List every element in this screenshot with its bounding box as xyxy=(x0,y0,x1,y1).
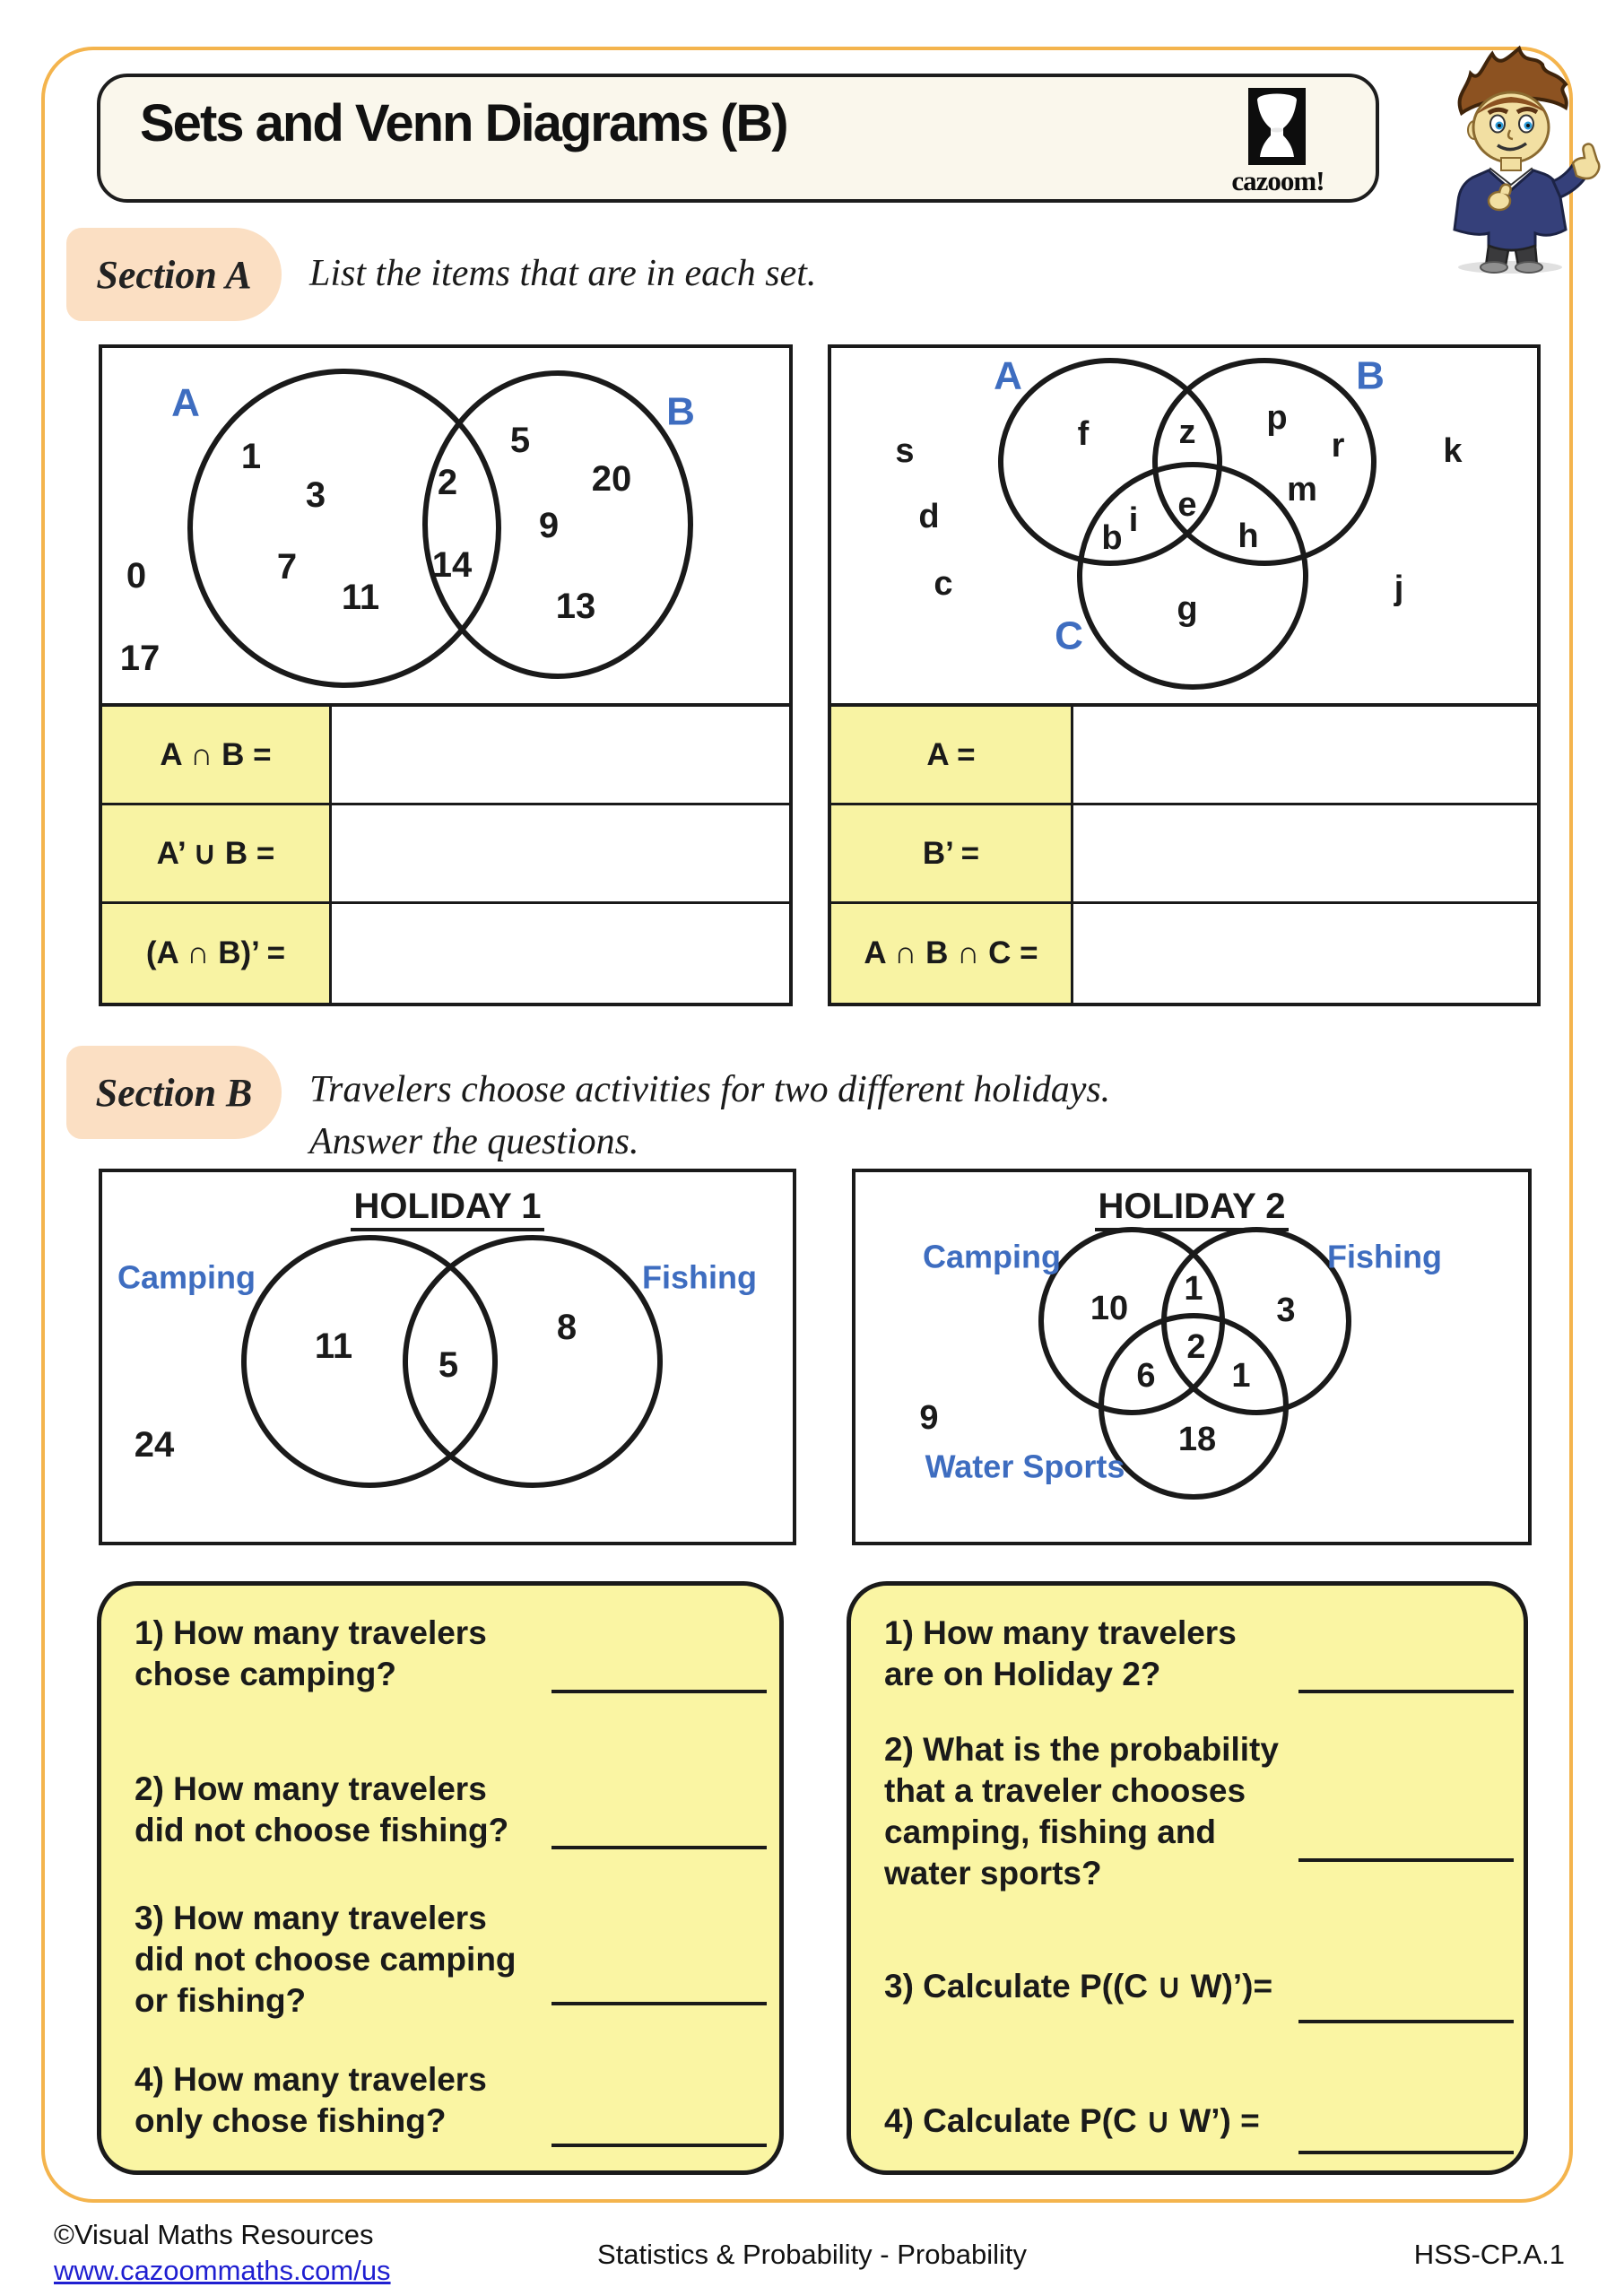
water-sports-label: Water Sports xyxy=(925,1448,1125,1485)
venn-number: 20 xyxy=(591,459,632,499)
question-line: 3) How many travelers xyxy=(135,1900,487,1936)
answer-cell[interactable] xyxy=(332,904,789,1003)
venn-number: 14 xyxy=(431,545,473,585)
expression-label: A ∩ B = xyxy=(102,707,332,803)
question-line: 4) Calculate P(C ∪ W’) = xyxy=(884,2102,1260,2139)
section-b-label: Section B xyxy=(95,1070,253,1115)
answer-line[interactable] xyxy=(551,1690,767,1693)
venn-item: c xyxy=(934,565,953,603)
venn-number: 0 xyxy=(126,556,147,596)
venn-item: b xyxy=(1101,519,1123,557)
section-b-badge xyxy=(66,1046,282,1139)
circle-a xyxy=(190,371,499,685)
question-4 xyxy=(884,2100,1260,2142)
venn-number: 1 xyxy=(1184,1270,1203,1308)
venn2-answer-table xyxy=(99,703,793,1006)
table-row xyxy=(102,904,789,1003)
venn-item: g xyxy=(1177,590,1198,628)
venn-item: f xyxy=(1077,415,1090,453)
expression-label: A ∩ B ∩ C = xyxy=(831,904,1073,1003)
instruction-line: Answer the questions. xyxy=(309,1121,639,1162)
expression-label: (A ∩ B)’ = xyxy=(102,904,332,1003)
mascot-boy-illustration xyxy=(1401,43,1623,274)
venn2-box xyxy=(99,344,793,710)
answer-cell[interactable] xyxy=(1073,707,1537,803)
answer-line[interactable] xyxy=(551,2144,767,2147)
venn-number: 5 xyxy=(509,421,531,460)
section-a-instruction: List the items that are in each set. xyxy=(309,253,817,294)
answer-cell[interactable] xyxy=(332,805,789,901)
question-3 xyxy=(135,1898,517,2022)
question-line: chose camping? xyxy=(135,1656,396,1692)
fishing-circle xyxy=(1164,1230,1349,1413)
venn-item: p xyxy=(1266,399,1288,437)
venn3-box xyxy=(828,344,1541,710)
set-c-label: C xyxy=(1055,613,1083,658)
venn-number: 3 xyxy=(305,475,326,515)
venn2-diagram xyxy=(102,348,789,707)
question-1 xyxy=(884,1613,1237,1695)
venn-number: 13 xyxy=(555,587,596,626)
venn3-diagram xyxy=(831,348,1537,707)
venn-item: j xyxy=(1394,570,1404,607)
camping-label: Camping xyxy=(922,1238,1062,1275)
section-a-badge xyxy=(66,228,282,321)
drum-icon xyxy=(1248,88,1306,165)
table-row xyxy=(102,707,789,805)
venn-number: 3 xyxy=(1276,1292,1296,1329)
answer-line[interactable] xyxy=(551,1846,767,1849)
answer-cell[interactable] xyxy=(1073,805,1537,901)
venn-number: 24 xyxy=(134,1425,175,1465)
question-line: 4) How many travelers xyxy=(135,2061,487,2098)
answer-line[interactable] xyxy=(551,2002,767,2005)
set-a-label: A xyxy=(171,380,200,425)
venn-item: d xyxy=(918,498,940,535)
question-line: 2) How many travelers xyxy=(135,1770,487,1807)
holiday2-title: HOLIDAY 2 xyxy=(855,1187,1528,1227)
footer-copyright: ©Visual Maths Resources xyxy=(54,2219,374,2250)
set-a-label: A xyxy=(994,353,1022,398)
holiday1-title: HOLIDAY 1 xyxy=(102,1187,793,1227)
page-title: Sets and Venn Diagrams (B) xyxy=(140,94,787,152)
question-line: 2) What is the probability xyxy=(884,1731,1279,1768)
holiday1-box xyxy=(99,1169,796,1545)
venn-item: i xyxy=(1128,501,1139,539)
venn-number: 18 xyxy=(1177,1421,1217,1458)
question-3 xyxy=(884,1966,1272,2007)
venn-number: 9 xyxy=(538,506,560,545)
venn-number: 5 xyxy=(438,1345,459,1385)
set-b-label: B xyxy=(1356,353,1385,398)
question-1 xyxy=(135,1613,487,1695)
venn-item: z xyxy=(1178,413,1196,451)
venn-number: 11 xyxy=(341,578,380,617)
section-a-label: Section A xyxy=(96,252,252,297)
venn-number: 2 xyxy=(1186,1328,1206,1366)
venn-number: 2 xyxy=(437,463,458,502)
camping-circle xyxy=(1041,1230,1222,1413)
footer-link[interactable]: www.cazoommaths.com/us xyxy=(54,2255,391,2286)
camping-label: Camping xyxy=(117,1258,256,1296)
fishing-label: Fishing xyxy=(642,1258,757,1296)
venn-item: h xyxy=(1238,517,1259,555)
answer-cell[interactable] xyxy=(1073,904,1537,1003)
answer-line[interactable] xyxy=(1298,2151,1514,2154)
answer-line[interactable] xyxy=(1298,1690,1514,1693)
question-line: 1) How many travelers xyxy=(884,1614,1237,1651)
venn-number: 8 xyxy=(556,1308,578,1347)
expression-label: A = xyxy=(831,707,1073,803)
question-line: did not choose fishing? xyxy=(135,1812,509,1848)
venn-item: r xyxy=(1331,427,1345,465)
question-line: that a traveler chooses xyxy=(884,1772,1246,1809)
question-line: water sports? xyxy=(884,1855,1102,1892)
question-2 xyxy=(135,1769,508,1851)
answer-line[interactable] xyxy=(1298,2020,1514,2023)
venn-item: k xyxy=(1443,432,1463,470)
venn-number: 11 xyxy=(314,1326,353,1366)
expression-label: A’ ∪ B = xyxy=(102,805,332,901)
fishing-label: Fishing xyxy=(1327,1238,1442,1275)
instruction-line: Travelers choose activities for two different holidays. xyxy=(309,1069,1111,1110)
table-row xyxy=(102,805,789,904)
set-b-label: B xyxy=(666,389,695,434)
table-row xyxy=(831,805,1537,904)
venn-number: 6 xyxy=(1136,1357,1156,1395)
table-row xyxy=(831,707,1537,805)
question-line: or fishing? xyxy=(135,1982,307,2019)
footer-topic: Statistics & Probability - Probability xyxy=(597,2239,1027,2270)
venn-number: 1 xyxy=(240,437,262,476)
question-4 xyxy=(135,2059,487,2142)
answer-line[interactable] xyxy=(1298,1858,1514,1862)
venn3-answer-table xyxy=(828,703,1541,1006)
cazoom-logo-text: cazoom! xyxy=(1231,165,1324,196)
section-b-instruction xyxy=(309,1064,1110,1168)
cazoom-logo xyxy=(1248,88,1306,165)
question-line: did not choose camping xyxy=(135,1941,517,1978)
venn-item: s xyxy=(895,432,915,470)
question-line: are on Holiday 2? xyxy=(884,1656,1161,1692)
venn-item: m xyxy=(1287,471,1317,509)
venn-number: 10 xyxy=(1090,1290,1129,1327)
expression-label: B’ = xyxy=(831,805,1073,901)
question-line: 1) How many travelers xyxy=(135,1614,487,1651)
venn-number: 17 xyxy=(119,639,161,678)
question-2 xyxy=(884,1729,1279,1894)
venn-item: e xyxy=(1177,486,1197,524)
holiday2-box xyxy=(852,1169,1532,1545)
answer-cell[interactable] xyxy=(332,707,789,803)
table-row xyxy=(831,904,1537,1003)
question-line: 3) Calculate P((C ∪ W)’)= xyxy=(884,1968,1273,2005)
venn-number: 7 xyxy=(276,547,298,587)
venn-number: 1 xyxy=(1231,1357,1251,1395)
venn-number: 9 xyxy=(919,1399,939,1437)
footer-standard-code: HSS-CP.A.1 xyxy=(1413,2239,1565,2270)
question-line: only chose fishing? xyxy=(135,2102,447,2139)
question-line: camping, fishing and xyxy=(884,1813,1217,1850)
